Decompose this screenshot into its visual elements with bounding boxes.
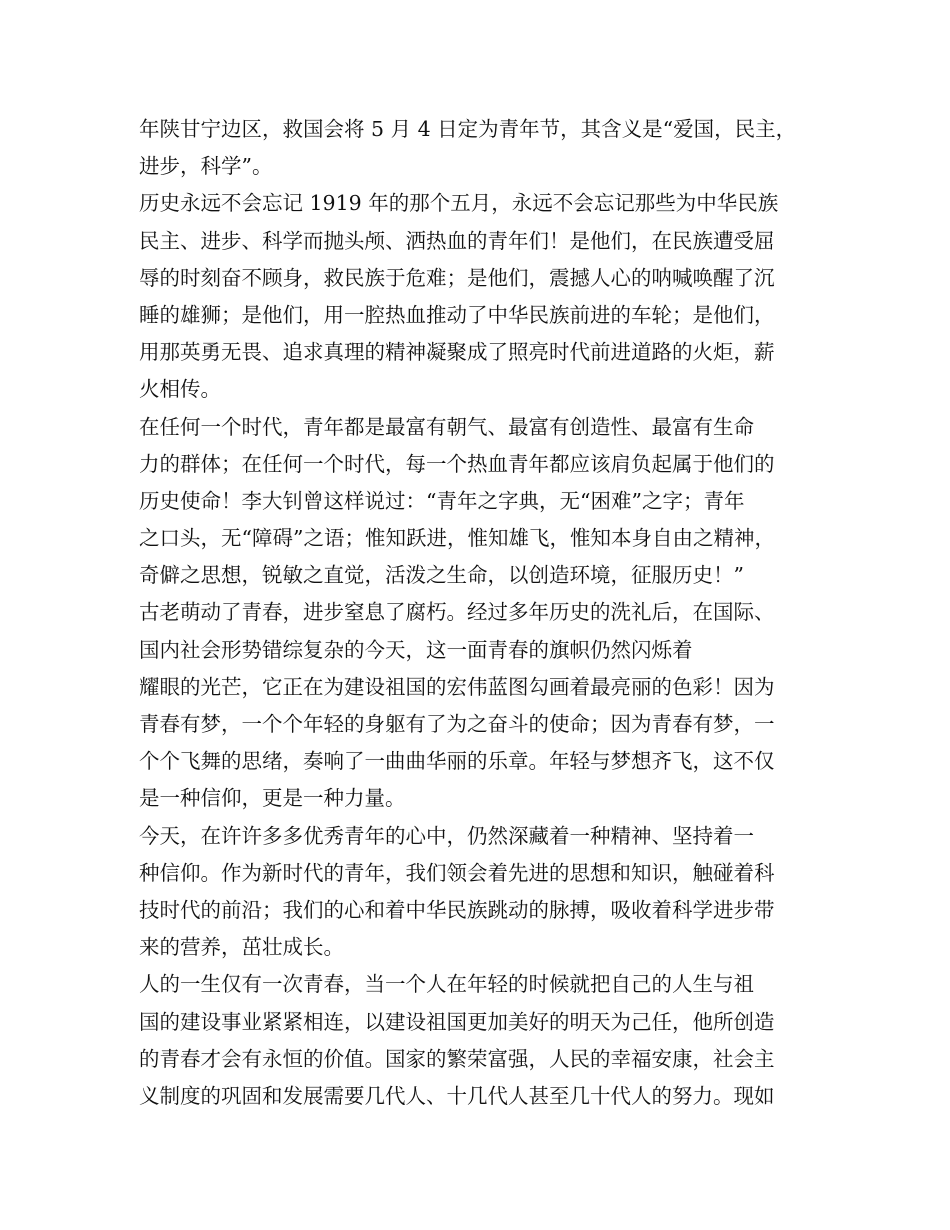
text-line: 进步，科学”。 <box>139 154 273 179</box>
text-line: 在任何一个时代，青年都是最富有朝气、最富有创造性、最富有生命 <box>139 414 754 439</box>
text-line: 辱的时刻奋不顾身，救民族于危难；是他们，震撼人心的呐喊唤醒了沉 <box>139 265 775 290</box>
text-line: 用那英勇无畏、追求真理的精神凝聚成了照亮时代前进道路的火炬，薪 <box>139 340 775 365</box>
text-line: 历史永远不会忘记 1919 年的那个五月，永远不会忘记那些为中华民族 <box>139 191 779 216</box>
text-line: 奇僻之思想，锐敏之直觉，活泼之生命，以创造环境，征服历史！” <box>139 563 744 588</box>
text-line: 火相传。 <box>139 377 221 402</box>
text-line: 古老萌动了青春，进步窒息了腐朽。经过多年历史的洗礼后，在国际、 <box>139 600 775 625</box>
text-line: 国内社会形势错综复杂的今天，这一面青春的旗帜仍然闪烁着 <box>139 637 693 662</box>
text-line: 种信仰。作为新时代的青年，我们领会着先进的思想和知识，触碰着科 <box>139 860 775 885</box>
text-line: 年陕甘宁边区，救国会将 5 月 4 日定为青年节，其含义是“爱国，民主， <box>139 117 797 141</box>
text-line: 国的建设事业紧紧相连，以建设祖国更加美好的明天为己任，他所创造 <box>139 1009 775 1034</box>
text-line: 青春有梦，一个个年轻的身躯有了为之奋斗的使命；因为青春有梦，一 <box>139 712 775 736</box>
text-line: 力的群体；在任何一个时代，每一个热血青年都应该肩负起属于他们的 <box>139 451 775 476</box>
text-line: 耀眼的光芒，它正在为建设祖国的宏伟蓝图勾画着最亮丽的色彩！因为 <box>139 674 775 699</box>
text-line: 今天，在许许多多优秀青年的心中，仍然深藏着一种精神、坚持着一 <box>139 823 754 848</box>
text-line: 民主、进步、科学而抛头颅、洒热血的青年们！是他们，在民族遭受屈 <box>139 228 775 253</box>
text-line: 的青春才会有永恒的价值。国家的繁荣富强，人民的幸福安康，社会主 <box>139 1046 775 1071</box>
text-line: 是一种信仰，更是一种力量。 <box>139 786 406 811</box>
text-line: 之口头，无“障碍”之语；惟知跃进，惟知雄飞，惟知本身自由之精神， <box>139 526 775 551</box>
text-line: 历史使命！李大钊曾这样说过：“青年之字典，无“困难”之字；青年 <box>139 488 745 513</box>
text-line: 睡的雄狮；是他们，用一腔热血推动了中华民族前进的车轮；是他们， <box>139 302 775 327</box>
text-line: 个个飞舞的思绪，奏响了一曲曲华丽的乐章。年轻与梦想齐飞，这不仅 <box>139 749 775 774</box>
text-line: 技时代的前沿；我们的心和着中华民族跳动的脉搏，吸收着科学进步带 <box>139 897 775 922</box>
text-line: 人的一生仅有一次青春，当一个人在年轻的时候就把自己的人生与祖 <box>139 972 754 997</box>
body-text <box>139 111 829 1115</box>
text-line: 义制度的巩固和发展需要几代人、十几代人甚至几十代人的努力。现如 <box>139 1083 775 1108</box>
text-line: 来的营养，茁壮成长。 <box>139 935 344 960</box>
